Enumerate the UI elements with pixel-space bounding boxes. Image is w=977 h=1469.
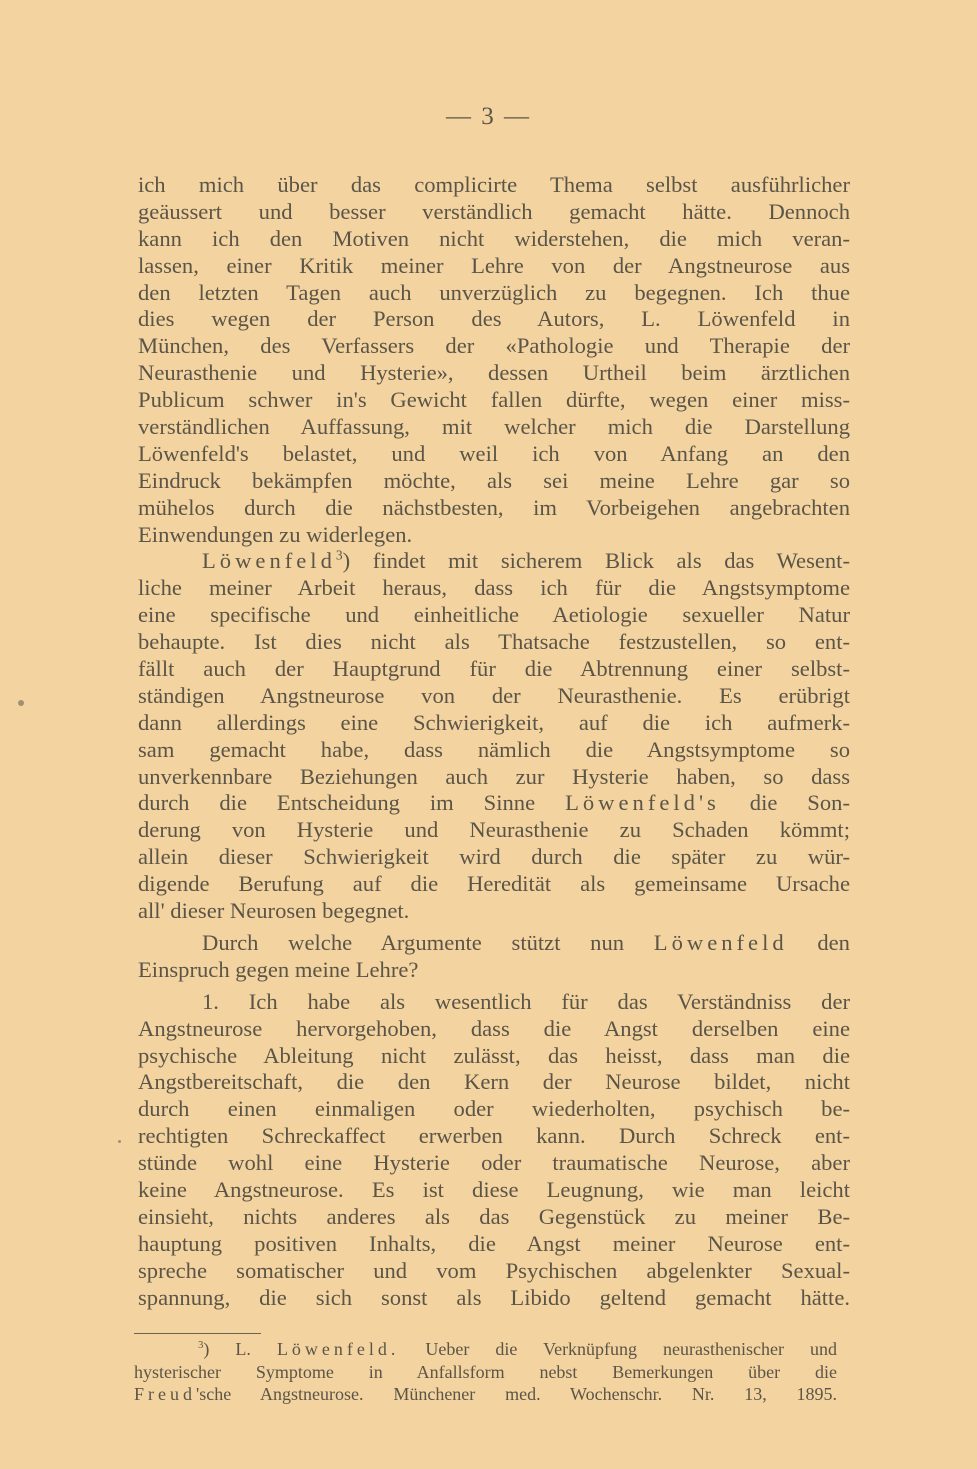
text-line: eine specifische und einheitliche Aetiologie sexueller Natur: [138, 602, 850, 628]
text-run: Ueber die Verknüpfung neurasthenischer und: [425, 1339, 838, 1359]
text-run: die Son-: [749, 790, 850, 816]
text-line: den letzten Tagen auch unverzüglich zu begegnen. Ich thue: [138, 279, 850, 305]
paragraph-4: [138, 989, 850, 1312]
paragraph-1: [138, 172, 850, 548]
text-line: 1. Ich habe als wesentlich für das Verständniss der: [202, 988, 850, 1014]
paper-blemish: [118, 1140, 121, 1143]
text-run: L.: [235, 1339, 251, 1359]
text-line: [138, 790, 850, 817]
text-line: kann ich den Motiven nicht widerstehen, die mich veran-: [138, 225, 850, 251]
text-line: keine Angstneurose. Es ist diese Leugnung, wie man leicht: [138, 1176, 850, 1202]
footnote-marker: 3: [198, 1339, 204, 1351]
paragraph-3: [138, 930, 850, 984]
text-line: lassen, einer Kritik meiner Lehre von der Angstneurose aus: [138, 252, 850, 278]
text-line: allein dieser Schwierigkeit wird durch die später zu wür-: [138, 844, 850, 870]
author-name: Löwenfeld: [653, 929, 788, 955]
text-line: liche meiner Arbeit heraus, dass ich für die Angstsymptome: [138, 575, 850, 601]
text-line: Angstbereitschaft, die den Kern der Neurose bildet, nicht: [138, 1069, 850, 1095]
text-line: einsieht, nichts anderes als das Gegenstück zu meiner Be-: [138, 1203, 850, 1229]
text-run: Durch welche Argumente stützt nun: [202, 929, 625, 955]
text-line: hauptung positiven Inhalts, die Angst meiner Neurose ent-: [138, 1230, 850, 1256]
text-line: Eindruck bekämpfen möchte, als sei meine Lehre gar so: [138, 467, 850, 493]
text-line: fällt auch der Hauptgrund für die Abtrennung einer selbst-: [138, 656, 850, 682]
text-line: München, des Verfassers der «Pathologie und Therapie der: [138, 333, 850, 359]
page-number: — 3 —: [446, 103, 531, 130]
text-line: spannung, die sich sonst als Libido geltend gemacht hätte.: [138, 1284, 850, 1310]
text-line: [138, 930, 850, 957]
text-line: geäussert und besser verständlich gemacht hätte. Dennoch: [138, 198, 850, 224]
text-line: Publicum schwer in's Gewicht fallen dürfte, wegen einer miss-: [138, 387, 850, 413]
text-line: all' dieser Neurosen begegnet.: [138, 898, 410, 924]
footnote-line: hysterischer Symptome in Anfallsform nebst Bemerkungen über die: [134, 1361, 837, 1382]
paper-blemish: [18, 700, 24, 706]
text-line: Einspruch gegen meine Lehre?: [138, 956, 419, 982]
text-run: durch die Entscheidung im Sinne: [138, 790, 536, 816]
text-line: unverkennbare Beziehungen auch zur Hysterie haben, so dass: [138, 763, 850, 789]
footnote-reference[interactable]: 3: [335, 547, 343, 563]
footnote-line: [134, 1383, 837, 1406]
text-line: mühelos durch die nächstbesten, im Vorbeigehen angebrachten: [138, 494, 850, 520]
author-name: Löwenfeld's: [565, 790, 720, 816]
text-line: psychische Ableitung nicht zulässt, das heisst, dass man die: [138, 1042, 850, 1068]
author-name: Löwenfeld: [202, 548, 336, 574]
text-line: Löwenfeld's belastet, und weil ich von Anfang an den: [138, 440, 850, 466]
text-line: rechtigten Schreckaffect erwerben kann. Durch Schreck ent-: [138, 1123, 850, 1149]
text-run: ) findet mit sicherem Blick als das Wesent-: [342, 548, 850, 574]
author-name: Löwenfeld.: [276, 1339, 400, 1359]
text-run: 'sche Angstneurose. Münchener med. Wochenschr. Nr. 13, 1895.: [196, 1384, 837, 1404]
text-line: Angstneurose hervorgehoben, dass die Angst derselben eine: [138, 1015, 850, 1041]
text-line: ich mich über das complicirte Thema selbst ausführlicher: [138, 172, 850, 197]
text-line: durch einen einmaligen oder wiederholten, psychisch be-: [138, 1096, 850, 1122]
text-line: Neurasthenie und Hysterie», dessen Urtheil beim ärztlichen: [138, 360, 850, 386]
text-line: spreche somatischer und vom Psychischen abgelenkter Sexual-: [138, 1257, 850, 1283]
text-line: verständlichen Auffassung, mit welcher mich die Darstellung: [138, 414, 850, 440]
author-name: Freud: [134, 1384, 196, 1404]
text-line: dies wegen der Person des Autors, L. Löwenfeld in: [138, 306, 850, 332]
text-line: ständigen Angstneurose von der Neurasthenie. Es erübrigt: [138, 682, 850, 708]
text-line: stünde wohl eine Hysterie oder traumatische Neurose, aber: [138, 1150, 850, 1176]
text-line: Einwendungen zu widerlegen.: [138, 521, 413, 547]
footnote-line: $^3$) L. Löwenfeld. Ueber die Verknüpfung neurasthenischer und: [198, 1339, 838, 1359]
text-line: behaupte. Ist dies nicht als Thatsache festzustellen, so ent-: [138, 629, 850, 655]
text-line: [138, 548, 850, 575]
text-line: dann allerdings eine Schwierigkeit, auf die ich aufmerk-: [138, 709, 850, 735]
text-line: sam gemacht habe, dass nämlich die Angstsymptome so: [138, 736, 850, 762]
text-line: derung von Hysterie und Neurasthenie zu Schaden kömmt;: [138, 817, 850, 843]
body-text: [138, 172, 850, 1311]
paragraph-2: [138, 548, 850, 924]
footnote-divider: [134, 1333, 261, 1334]
text-run: den: [817, 929, 850, 955]
footnote: [134, 1338, 837, 1406]
text-line: digende Berufung auf die Heredität als gemeinsame Ursache: [138, 871, 850, 897]
